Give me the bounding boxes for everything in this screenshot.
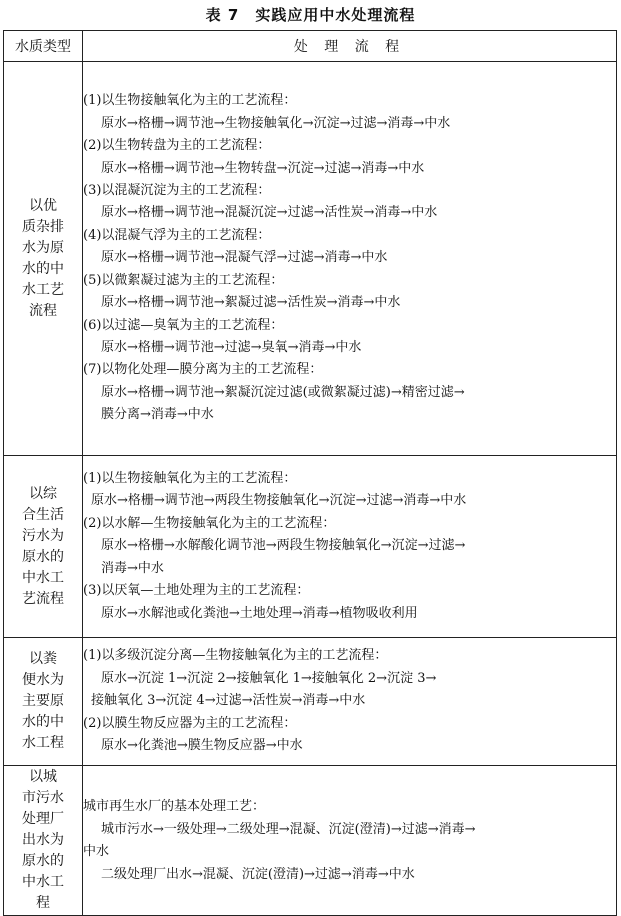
process-item-heading: (6)以过滤—臭氧为主的工艺流程： <box>83 317 284 333</box>
process-flow-line: 原水→格栅→调节池→絮凝过滤→活性炭→消毒→中水 <box>101 295 401 311</box>
table-row <box>4 766 617 916</box>
water-type-text: 中水工 <box>22 874 64 890</box>
water-type-text: 水的中 <box>22 714 64 730</box>
process-item-heading: (1)以多级沉淀分离—生物接触氧化为主的工艺流程： <box>83 648 388 664</box>
table-row <box>4 62 617 456</box>
water-type-cell <box>4 456 83 638</box>
process-cell <box>83 766 617 916</box>
process-flow-line: 接触氧化 3→沉淀 4→过滤→活性炭→消毒→中水 <box>91 693 366 709</box>
process-cell <box>83 456 617 638</box>
process-flow-line: 二级处理厂出水→混凝、沉淀(澄清)→过滤→消毒→中水 <box>101 866 415 882</box>
header-water-type: 水质类型 <box>4 31 83 62</box>
header-process-flow: 处 理 流 程 <box>83 31 617 62</box>
process-flow-line: 膜分离→消毒→中水 <box>101 407 214 423</box>
water-type-text: 水为原 <box>22 239 64 256</box>
process-flow-line: 原水→化粪池→膜生物反应器→中水 <box>101 738 303 754</box>
process-item-heading: (5)以微絮凝过滤为主的工艺流程： <box>83 272 284 288</box>
process-flow-line: 原水→格栅→调节池→生物转盘→沉淀→过滤→消毒→中水 <box>101 160 425 176</box>
water-type-text: 主要原 <box>22 693 64 709</box>
process-flow-line: 消毒→中水 <box>101 560 164 576</box>
water-type-cell <box>4 62 83 456</box>
process-item-heading: (2)以生物转盘为主的工艺流程： <box>83 138 271 154</box>
water-type-text: 水工艺 <box>22 281 64 298</box>
table-caption: 表 7 实践应用中水处理流程 <box>205 6 416 24</box>
water-type-text: 艺流程 <box>22 590 64 607</box>
process-flow-line: 原水→格栅→调节池→生物接触氧化→沉淀→过滤→消毒→中水 <box>101 115 451 131</box>
process-flow-line: 原水→格栅→调节池→两段生物接触氧化→沉淀→过滤→消毒→中水 <box>91 493 467 509</box>
process-flow-line: 城市污水→一级处理→二级处理→混凝、沉淀(澄清)→过滤→消毒→ <box>101 821 476 837</box>
water-type-text: 水工程 <box>22 735 64 751</box>
water-type-text: 中水工 <box>22 569 64 586</box>
water-type-text: 流程 <box>29 302 57 319</box>
water-type-text: 市污水 <box>22 790 64 806</box>
water-type-text: 水的中 <box>22 260 64 277</box>
table-header-row <box>4 31 617 62</box>
process-flow-line: 原水→格栅→调节池→混凝沉淀→过滤→活性炭→消毒→中水 <box>101 205 438 221</box>
table-row <box>4 456 617 638</box>
process-cell <box>83 638 617 766</box>
water-type-text: 程 <box>36 895 50 911</box>
process-item-heading: (3)以混凝沉淀为主的工艺流程： <box>83 183 271 199</box>
process-flow-line: 原水→格栅→调节池→絮凝沉淀过滤(或微絮凝过滤)→精密过滤→ <box>101 384 465 400</box>
water-type-text: 以粪 <box>29 651 57 667</box>
water-type-text: 出水为 <box>22 832 64 848</box>
process-flow-line: 原水→格栅→调节池→过滤→臭氧→消毒→中水 <box>101 339 362 355</box>
water-type-text: 合生活 <box>22 506 64 523</box>
process-item-heading: (1)以生物接触氧化为主的工艺流程： <box>83 471 297 487</box>
water-type-text: 原水的 <box>22 548 64 565</box>
process-item-heading: (4)以混凝气浮为主的工艺流程： <box>83 227 271 243</box>
process-item-heading: (3)以厌氧—土地处理为主的工艺流程： <box>83 583 310 599</box>
water-type-text: 处理厂 <box>22 811 64 827</box>
process-item-heading: 中水 <box>83 844 110 860</box>
table-row <box>4 638 617 766</box>
water-type-cell <box>4 766 83 916</box>
water-type-text: 质杂排 <box>22 218 64 235</box>
water-type-cell <box>4 638 83 766</box>
water-type-text: 污水为 <box>22 527 64 544</box>
process-flow-line: 原水→水解池或化粪池→土地处理→消毒→植物吸收利用 <box>101 605 418 621</box>
water-type-text: 原水的 <box>22 853 64 869</box>
process-intro-line: 城市再生水厂的基本处理工艺： <box>83 798 266 814</box>
water-type-text: 以优 <box>29 197 57 214</box>
process-item-heading: (7)以物化处理—膜分离为主的工艺流程： <box>83 362 323 378</box>
process-flow-line: 原水→格栅→水解酸化调节池→两段生物接触氧化→沉淀→过滤→ <box>101 538 466 554</box>
process-table <box>3 30 617 916</box>
process-item-heading: (1)以生物接触氧化为主的工艺流程： <box>83 93 297 109</box>
water-type-text: 以综 <box>29 485 57 502</box>
process-cell <box>83 62 617 456</box>
process-item-heading: (2)以水解—生物接触氧化为主的工艺流程： <box>83 515 336 531</box>
water-type-text: 便水为 <box>22 672 64 688</box>
process-item-heading: (2)以膜生物反应器为主的工艺流程： <box>83 715 297 731</box>
table-body <box>4 62 617 916</box>
water-type-text: 以城 <box>29 769 57 785</box>
process-flow-line: 原水→格栅→调节池→混凝气浮→过滤→消毒→中水 <box>101 250 388 266</box>
process-flow-line: 原水→沉淀 1→沉淀 2→接触氧化 1→接触氧化 2→沉淀 3→ <box>101 670 437 686</box>
